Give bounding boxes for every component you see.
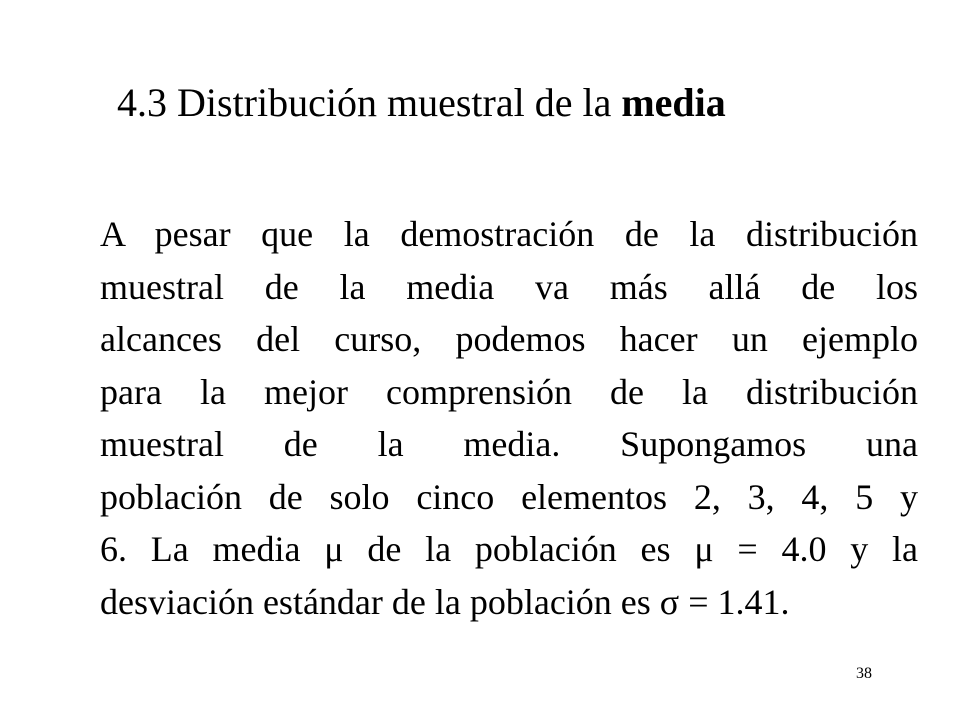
body-line: muestral de la media. Supongamos una	[100, 424, 918, 464]
title-emphasis-text: media	[621, 80, 726, 125]
body-line: 6. La media μ de la población es μ = 4.0 y la	[100, 529, 918, 569]
body-paragraph	[100, 208, 918, 628]
body-line: alcances del curso, podemos hacer un ejemplo	[100, 319, 918, 359]
body-line: desviación estándar de la población es σ = 1.41.	[100, 581, 790, 622]
body-line: A pesar que la demostración de la distribución	[100, 214, 918, 254]
body-line: para la mejor comprensión de la distribución	[100, 371, 918, 412]
title-main-text: 4.3 Distribución muestral de la	[117, 80, 622, 125]
body-line: muestral de la media va más allá de los	[100, 266, 918, 307]
body-line: población de solo cinco elementos 2, 3, 4, 5 y	[100, 476, 918, 517]
slide-title	[117, 78, 726, 128]
page-number: 38	[856, 665, 872, 682]
